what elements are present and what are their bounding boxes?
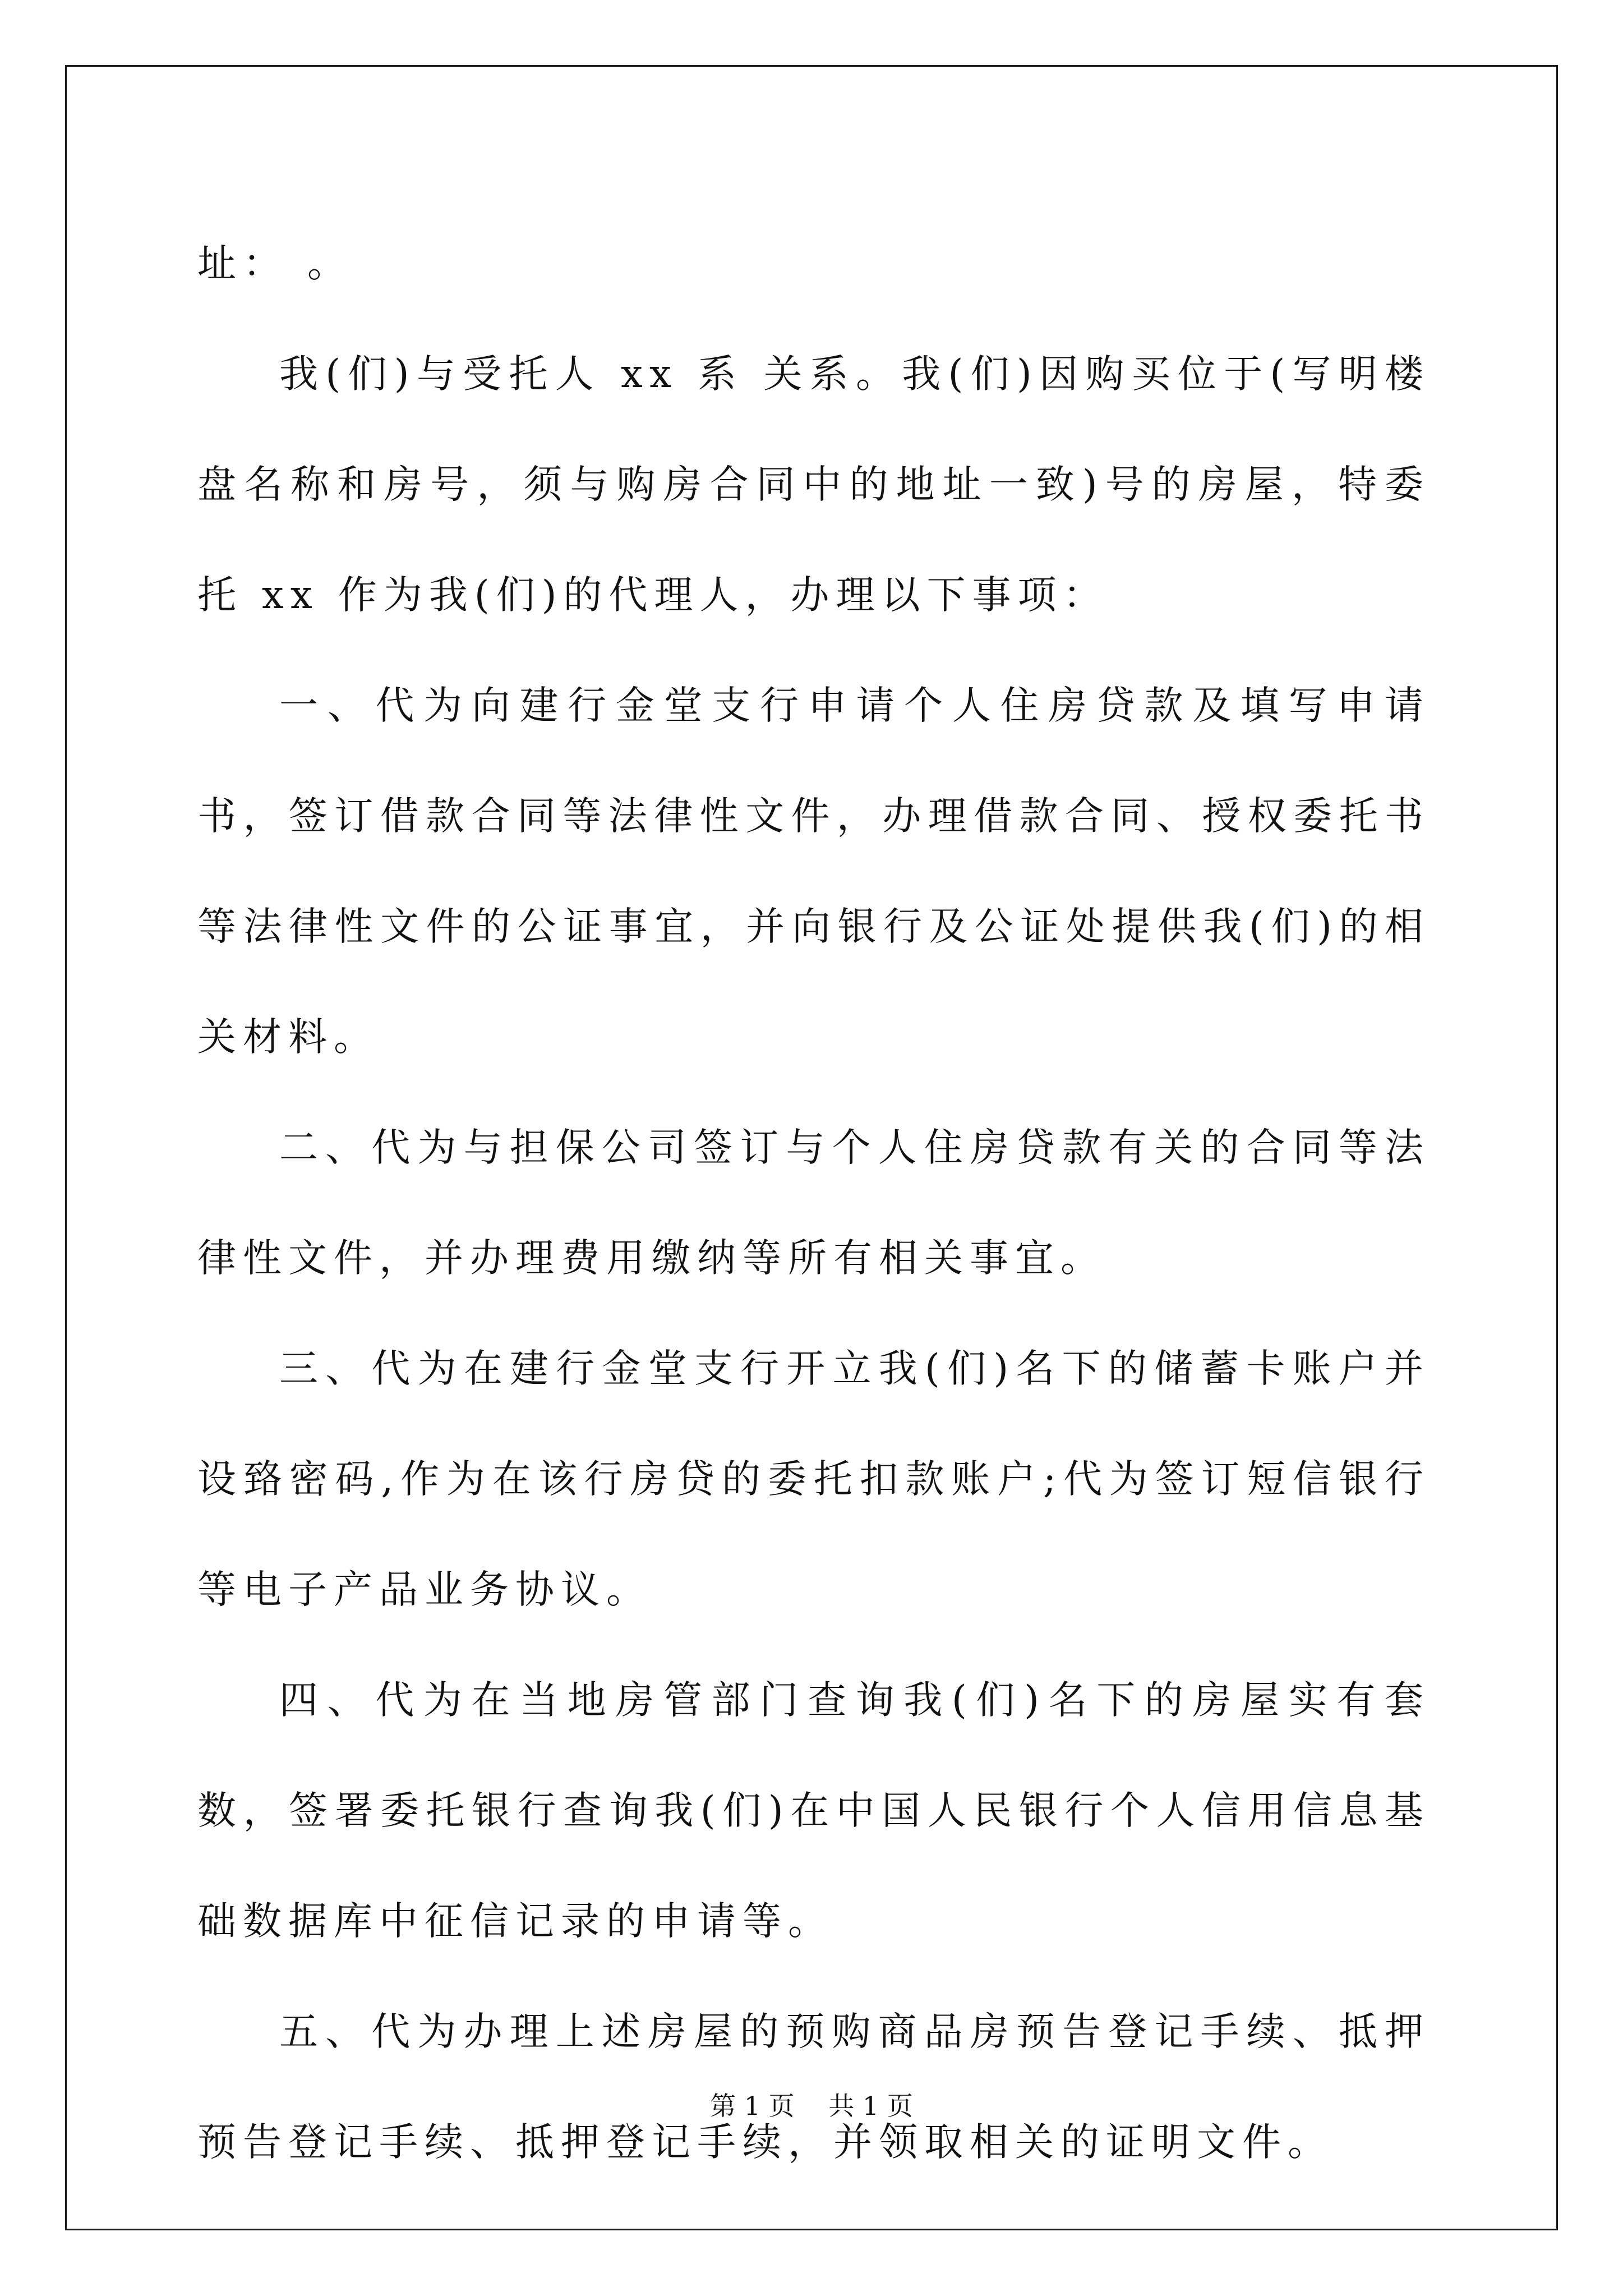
document-body	[197, 209, 1430, 2198]
paragraph-item-1: 一、代为向建行金堂支行申请个人住房贷款及填写申请书，签订借款合同等法律性文件，办理借款合同、授权委托书等法律性文件的公证事宜，并向银行及公证处提供我(们)的相关材料。	[197, 683, 1430, 1060]
page-footer	[0, 2086, 1623, 2123]
paragraph-item-3: 三、代为在建行金堂支行开立我(们)名下的储蓄卡账户并设臵密码,作为在该行房贷的委托扣款账户;代为签订短信银行等电子产品业务协议。	[197, 1346, 1430, 1612]
paragraph-item-5: 五、代为办理上述房屋的预购商品房预告登记手续、抵押预告登记手续、抵押登记手续，并领取相关的证明文件。	[197, 2009, 1430, 2165]
page-number: 第 1 页	[710, 2091, 795, 2121]
paragraph-relationship: 我(们)与受托人 xx 系 关系。我(们)因购买位于(写明楼盘名称和房号，须与购房合同中的地址一致)号的房屋，特委托 xx 作为我(们)的代理人，办理以下事项：	[197, 352, 1430, 618]
paragraph-item-2: 二、代为与担保公司签订与个人住房贷款有关的合同等法律性文件，并办理费用缴纳等所有相关事宜。	[197, 1125, 1430, 1281]
paragraph-address-tail: 址： 。	[197, 241, 353, 286]
paragraph-item-4: 四、代为在当地房管部门查询我(们)名下的房屋实有套数，签署委托银行查询我(们)在中国人民银行个人信用信息基础数据库中征信记录的申请等。	[197, 1678, 1430, 1944]
page-total: 共 1 页	[828, 2091, 913, 2121]
